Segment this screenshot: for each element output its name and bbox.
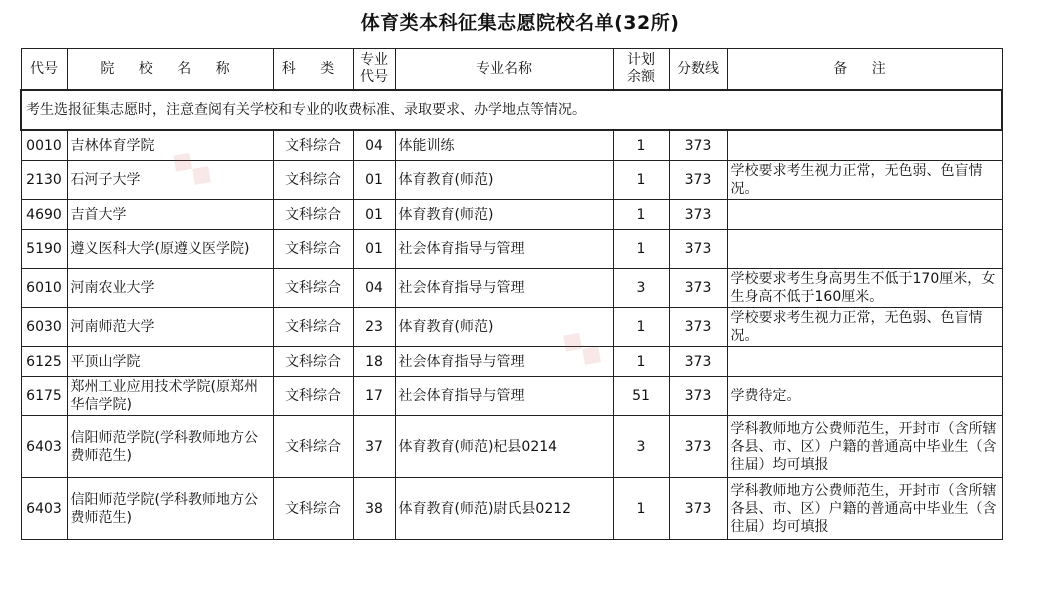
cell-school: 遵义医科大学(原遵义医学院) — [67, 230, 273, 269]
cell-code: 2130 — [21, 161, 67, 200]
cell-quota: 3 — [613, 269, 669, 308]
table-row — [21, 377, 1002, 416]
cell-major-code: 23 — [353, 308, 395, 347]
cell-score: 373 — [669, 269, 727, 308]
cell-quota: 1 — [613, 200, 669, 230]
cell-code: 4690 — [21, 200, 67, 230]
table-header — [21, 49, 1002, 91]
cell-major-code: 04 — [353, 130, 395, 161]
cell-remarks: 学校要求考生视力正常，无色弱、色盲情况。 — [727, 161, 1002, 200]
school-table — [20, 48, 1003, 540]
cell-category: 文科综合 — [273, 416, 353, 478]
cell-category: 文科综合 — [273, 269, 353, 308]
cell-category: 文科综合 — [273, 230, 353, 269]
cell-remarks: 学校要求考生视力正常，无色弱、色盲情况。 — [727, 308, 1002, 347]
cell-code: 5190 — [21, 230, 67, 269]
cell-category: 文科综合 — [273, 377, 353, 416]
table-row — [21, 130, 1002, 161]
cell-quota: 1 — [613, 347, 669, 377]
cell-remarks: 学费待定。 — [727, 377, 1002, 416]
header-quota-line1: 计划 — [627, 52, 655, 68]
cell-code: 6125 — [21, 347, 67, 377]
table-body — [21, 130, 1002, 540]
table-row — [21, 478, 1002, 540]
cell-category: 文科综合 — [273, 308, 353, 347]
table-row — [21, 230, 1002, 269]
notice-row — [21, 90, 1002, 130]
cell-category: 文科综合 — [273, 347, 353, 377]
header-major-code — [353, 49, 395, 91]
cell-school: 平顶山学院 — [67, 347, 273, 377]
table-row — [21, 308, 1002, 347]
cell-school: 信阳师范学院(学科教师地方公费师范生) — [67, 478, 273, 540]
cell-score: 373 — [669, 200, 727, 230]
cell-remarks — [727, 200, 1002, 230]
cell-score: 373 — [669, 478, 727, 540]
cell-remarks: 学校要求考生身高男生不低于170厘米，女生身高不低于160厘米。 — [727, 269, 1002, 308]
page-title: 体育类本科征集志愿院校名单(32所) — [360, 12, 680, 34]
cell-major-code: 18 — [353, 347, 395, 377]
cell-remarks: 学科教师地方公费师范生，开封市（含所辖各县、市、区）户籍的普通高中毕业生（含往届）均可填报 — [727, 416, 1002, 478]
cell-score: 373 — [669, 161, 727, 200]
school-list-sheet — [20, 48, 1001, 540]
table-row — [21, 269, 1002, 308]
cell-score: 373 — [669, 416, 727, 478]
cell-quota: 1 — [613, 130, 669, 161]
cell-major-code: 04 — [353, 269, 395, 308]
cell-major-name: 社会体育指导与管理 — [395, 269, 613, 308]
cell-quota: 1 — [613, 308, 669, 347]
header-remarks: 备 注 — [727, 49, 1002, 91]
cell-school: 信阳师范学院(学科教师地方公费师范生) — [67, 416, 273, 478]
cell-score: 373 — [669, 230, 727, 269]
cell-remarks — [727, 230, 1002, 269]
cell-quota: 51 — [613, 377, 669, 416]
cell-major-name: 社会体育指导与管理 — [395, 377, 613, 416]
cell-school: 河南师范大学 — [67, 308, 273, 347]
header-major-code-line1: 专业 — [360, 52, 388, 68]
table-row — [21, 347, 1002, 377]
cell-school: 河南农业大学 — [67, 269, 273, 308]
cell-remarks — [727, 347, 1002, 377]
cell-school: 吉林体育学院 — [67, 130, 273, 161]
cell-major-code: 01 — [353, 230, 395, 269]
header-quota-line2: 余额 — [627, 69, 655, 85]
cell-code: 6030 — [21, 308, 67, 347]
cell-major-name: 体育教育(师范) — [395, 308, 613, 347]
cell-major-code: 37 — [353, 416, 395, 478]
cell-major-code: 17 — [353, 377, 395, 416]
cell-quota: 1 — [613, 478, 669, 540]
notice-body — [21, 90, 1002, 130]
cell-major-name: 体育教育(师范)尉氏县0212 — [395, 478, 613, 540]
cell-category: 文科综合 — [273, 200, 353, 230]
cell-school: 吉首大学 — [67, 200, 273, 230]
header-quota — [613, 49, 669, 91]
cell-quota: 1 — [613, 161, 669, 200]
cell-remarks — [727, 130, 1002, 161]
cell-major-name: 体育教育(师范) — [395, 161, 613, 200]
cell-score: 373 — [669, 308, 727, 347]
cell-major-code: 38 — [353, 478, 395, 540]
header-score: 分数线 — [669, 49, 727, 91]
header-code: 代号 — [21, 49, 67, 91]
cell-category: 文科综合 — [273, 130, 353, 161]
cell-quota: 3 — [613, 416, 669, 478]
header-major-code-line2: 代号 — [360, 69, 388, 85]
table-row — [21, 161, 1002, 200]
cell-category: 文科综合 — [273, 161, 353, 200]
cell-major-name: 社会体育指导与管理 — [395, 347, 613, 377]
cell-code: 0010 — [21, 130, 67, 161]
header-category: 科 类 — [273, 49, 353, 91]
cell-school: 郑州工业应用技术学院(原郑州华信学院) — [67, 377, 273, 416]
cell-remarks: 学科教师地方公费师范生，开封市（含所辖各县、市、区）户籍的普通高中毕业生（含往届）均可填报 — [727, 478, 1002, 540]
cell-quota: 1 — [613, 230, 669, 269]
cell-major-name: 社会体育指导与管理 — [395, 230, 613, 269]
cell-major-code: 01 — [353, 161, 395, 200]
table-row — [21, 200, 1002, 230]
cell-score: 373 — [669, 130, 727, 161]
cell-school: 石河子大学 — [67, 161, 273, 200]
header-school: 院 校 名 称 — [67, 49, 273, 91]
cell-score: 373 — [669, 377, 727, 416]
cell-code: 6175 — [21, 377, 67, 416]
header-major-name: 专业名称 — [395, 49, 613, 91]
cell-major-name: 体育教育(师范)杞县0214 — [395, 416, 613, 478]
notice-text: 考生选报征集志愿时，注意查阅有关学校和专业的收费标准、录取要求、办学地点等情况。 — [21, 90, 1002, 130]
header-row — [21, 49, 1002, 91]
cell-major-code: 01 — [353, 200, 395, 230]
watermark-mark: ◆◆ — [554, 319, 613, 376]
cell-code: 6403 — [21, 416, 67, 478]
cell-code: 6010 — [21, 269, 67, 308]
cell-major-name: 体能训练 — [395, 130, 613, 161]
watermark-mark: ◆◆ — [164, 139, 223, 196]
cell-major-name: 体育教育(师范) — [395, 200, 613, 230]
cell-code: 6403 — [21, 478, 67, 540]
cell-score: 373 — [669, 347, 727, 377]
table-row — [21, 416, 1002, 478]
cell-category: 文科综合 — [273, 478, 353, 540]
